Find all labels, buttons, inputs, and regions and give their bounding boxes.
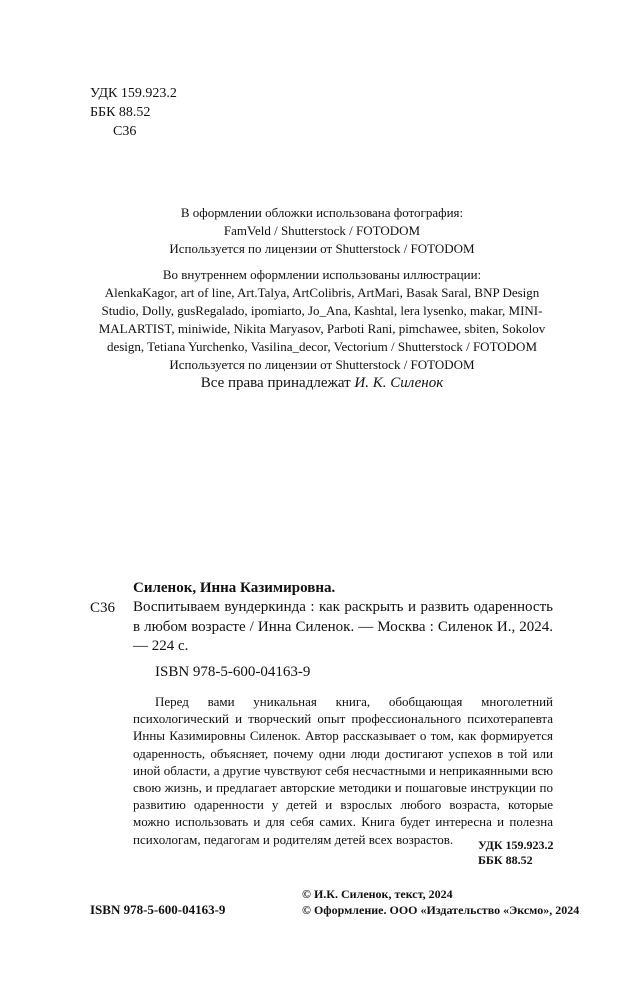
rights-holder: И. К. Силенок	[354, 375, 444, 391]
bbk-code: ББК 88.52	[90, 105, 151, 120]
footer-isbn: ISBN 978-5-600-04163-9	[90, 902, 226, 917]
inner-credits-line: AlenkaKagor, art of line, Art.Talya, ArtColibris, ArtMari, Basak Saral, BNP Design	[104, 285, 540, 300]
inner-credits	[60, 266, 584, 374]
bibliography-mark: С36	[90, 600, 116, 616]
cover-credits-line: Используется по лицензии от Shutterstock / FOTODOM	[169, 241, 475, 256]
copyright-design: © Оформление. ООО «Издательство «Эксмо», 2024	[302, 903, 580, 917]
copyright-text: © И.К. Силенок, текст, 2024	[302, 887, 453, 901]
rights-prefix: Все права принадлежат	[200, 375, 351, 391]
inner-credits-line: MALARTIST, miniwide, Nikita Maryasov, Parboti Rani, pimchawee, sbiten, Sokolov	[98, 321, 546, 336]
book-annotation: Перед вами уникальная книга, обобщающая многолетний психологический и творческий опыт профессионального психотерапевта Инны Казимировны Силенок. Автор рассказывает о том, как формируется одаренность, объясняет, почему одни люди достигают успехов в той или иной области, а другие чувствуют себя несчастными и неприкаянными всю свою жизнь, и предлагает авторские методики и пошаговые инструкции по развитию одаренности у детей и взрослых любого возраста, которые можно использовать и для себя самих. Книга будет интересна и полезна психологам, педагогам и родителям детей всех возрастов.	[133, 694, 553, 847]
bibliography-isbn: ISBN 978-5-600-04163-9	[155, 664, 311, 680]
bibliography-author: Силенок, Инна Казимировна.	[133, 580, 336, 596]
cover-credits	[60, 204, 584, 258]
inner-credits-line: design, Tetiana Yurchenko, Vasilina_decor, Vectorium / Shutterstock / FOTODOM	[106, 339, 538, 354]
classification-codes	[90, 84, 177, 141]
footer-bbk: ББК 88.52	[478, 853, 533, 867]
inner-credits-line: Используется по лицензии от Shutterstock / FOTODOM	[169, 357, 475, 372]
bibliography-title: Воспитываем вундеркинда : как раскрыть и развить одаренность в любом возрасте / Инна Силенок. — Москва : Силенок И., 2024. — 224 с.	[133, 599, 553, 654]
author-mark: С36	[113, 124, 137, 139]
copyright-block	[302, 886, 579, 918]
cover-credits-line: В оформлении обложки использована фотография:	[180, 205, 464, 220]
inner-credits-line: Studio, Dolly, gusRegalado, ipomiarto, Jo_Ana, Kashtal, lera lysenko, makar, MINI-	[101, 303, 543, 318]
footer-codes	[478, 838, 554, 868]
rights-statement	[60, 373, 584, 393]
cover-credits-line: FamVeld / Shutterstock / FOTODOM	[223, 223, 421, 238]
udk-code: УДК 159.923.2	[90, 86, 177, 101]
inner-credits-line: Во внутреннем оформлении использованы иллюстрации:	[162, 267, 482, 282]
footer-udk: УДК 159.923.2	[478, 838, 554, 852]
